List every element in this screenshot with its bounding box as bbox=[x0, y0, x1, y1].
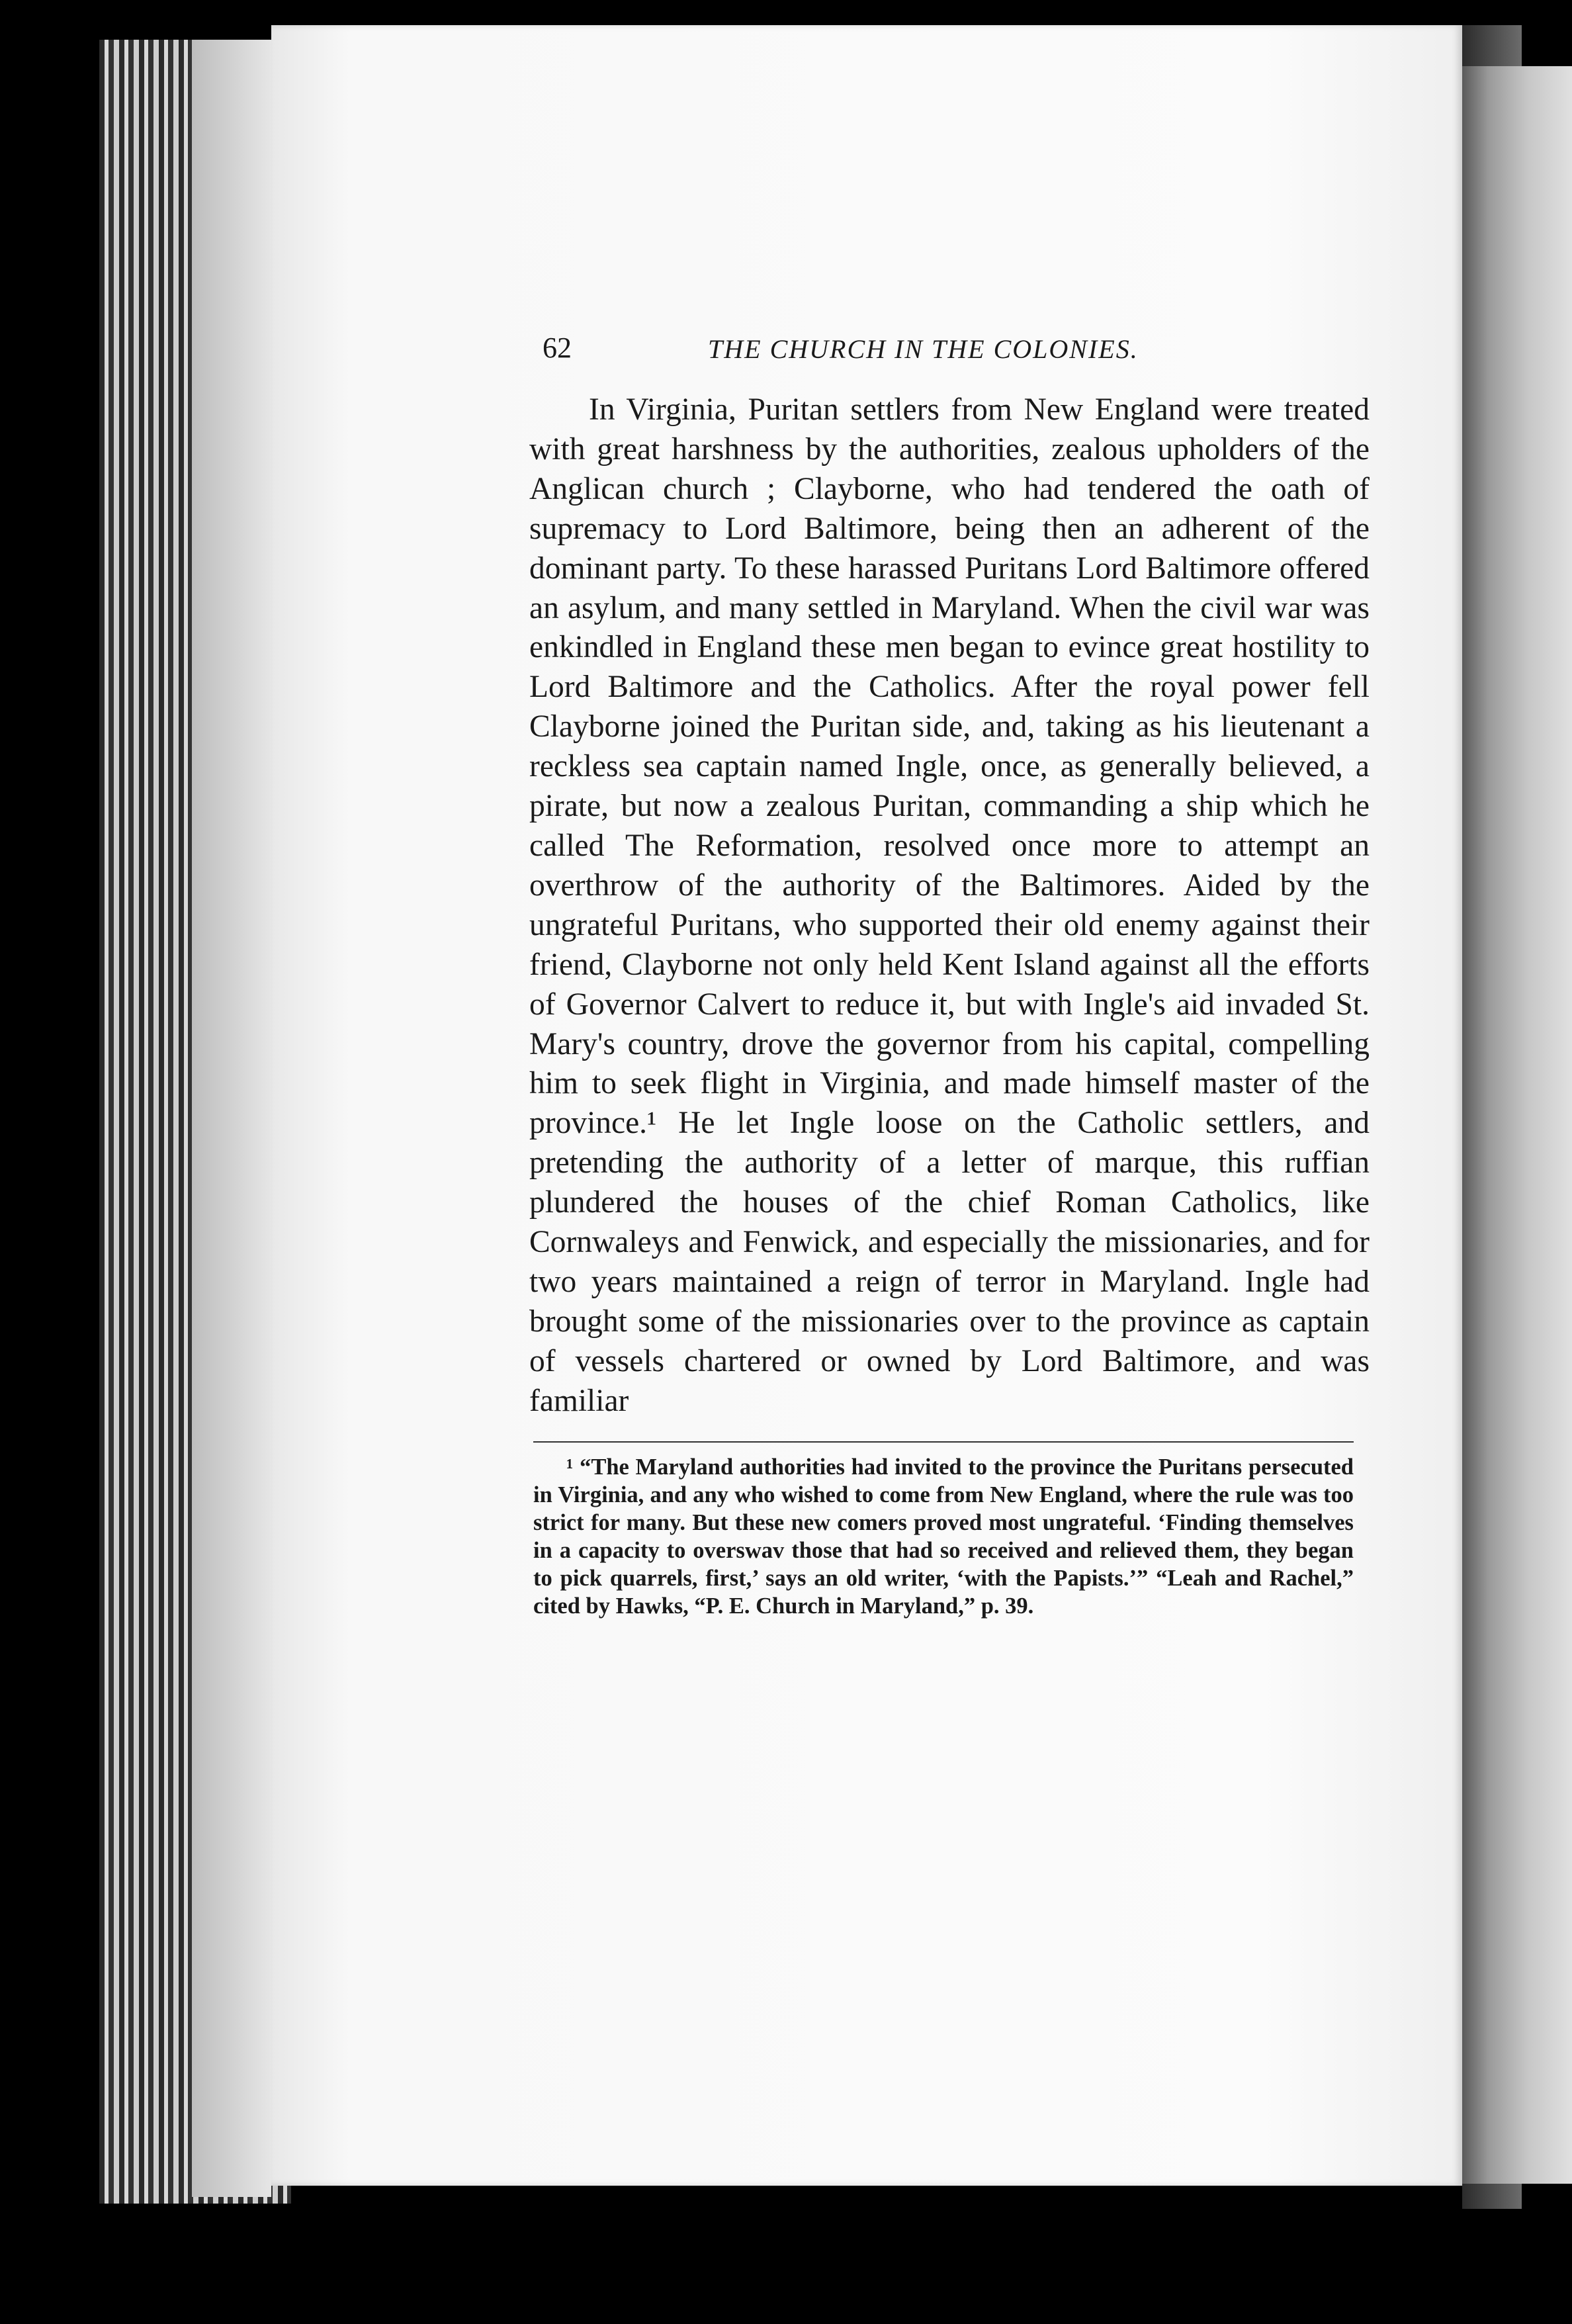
page-number: 62 bbox=[543, 332, 572, 364]
page-edge-shading bbox=[192, 40, 271, 2197]
page-header bbox=[529, 331, 1370, 390]
footnote: ¹ “The Maryland authorities had invited to the province the Puritans persecuted in Virginia, and any who wished to come from New England, where the rule was too strict for many. But these new comers proved most ungrateful. ‘Finding themselves in a capacity to overswav those that had so received and relieved them, they began to pick quarrels, first,’ says an old writer, ‘with the Papists.’” “Leah and Rachel,” cited by Hawks, “P. E. Church in Maryland,” p. 39. bbox=[533, 1454, 1354, 1619]
page-content bbox=[529, 331, 1370, 1620]
running-head: THE CHURCH IN THE COLONIES. bbox=[708, 334, 1139, 364]
facing-page-edge bbox=[1462, 66, 1572, 2184]
body-paragraph: In Virginia, Puritan settlers from New England were treated with great harshness by the authorities, zealous upholders of the Anglican church ; Clayborne, who had tendered the oath of supremacy to Lord Baltimore, being then an adherent of the dominant party. To these harassed Puritans Lord Baltimore offered an asylum, and many settled in Maryland. When the civil war was enkindled in England these men began to evince great hostility to Lord Baltimore and the Catholics. After the royal power fell Clayborne joined the Puritan side, and, taking as his lieutenant a reckless sea captain named Ingle, once, as generally believed, a pirate, but now a zealous Puritan, commanding a ship which he called The Reformation, resolved once more to attempt an overthrow of the authority of the Baltimores. Aided by the ungrateful Puritans, who supported their old enemy against their friend, Clayborne not only held Kent Island against all the efforts of Governor Calvert to reduce it, but with Ingle's aid invaded St. Mary's country, drove the governor from his capital, compelling him to seek flight in Virginia, and made himself master of the province.¹ He let Ingle loose on the Catholic settlers, and pretending the authority of a letter of marque, this ruffian plundered the houses of the chief Roman Catholics, like Cornwaleys and Fenwick, and especially the missionaries, and for two years maintained a reign of terror in Maryland. Ingle had brought some of the missionaries over to the province as captain of vessels chartered or owned by Lord Baltimore, and was familiar bbox=[529, 392, 1370, 1418]
footnote-rule bbox=[533, 1441, 1354, 1443]
